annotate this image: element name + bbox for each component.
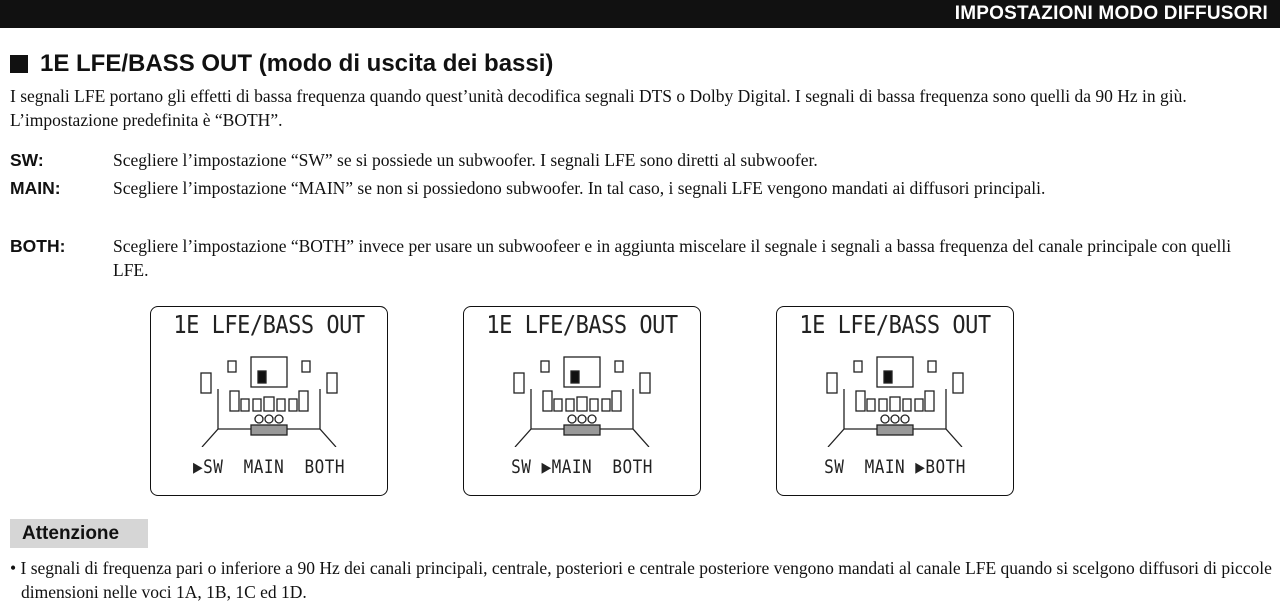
- attention-label: Attenzione: [10, 519, 148, 548]
- speaker-layout-diagram: [824, 349, 966, 447]
- display-panel-both: [776, 306, 1014, 496]
- definition-main: [10, 176, 1270, 200]
- display-title: 1E LFE/BASS OUT: [799, 311, 991, 340]
- definition-sw: [10, 148, 1270, 172]
- definition-term: MAIN:: [10, 178, 61, 198]
- speaker-layout-diagram: [511, 349, 653, 447]
- definition-term: BOTH:: [10, 236, 66, 256]
- display-options: ▶SW MAIN BOTH: [193, 455, 345, 478]
- definition-text: Scegliere l’impostazione “BOTH” invece per usare un subwoofeer e in aggiunta miscelare il segnale i segnali a bassa frequenza del canale principale con quelli LFE.: [113, 236, 1232, 280]
- display-panel-sw: [150, 306, 388, 496]
- attention-text: • I segnali di frequenza pari o inferiore a 90 Hz dei canali principali, centrale, posteriori e centrale posteriore vengono mandati al canale LFE quando si scelgono diffusori di piccole dimensioni nelle voci 1A, 1B, 1C ed 1D.: [10, 558, 1272, 602]
- definition-term: SW:: [10, 150, 44, 170]
- display-options: SW MAIN ▶BOTH: [824, 455, 966, 478]
- header-bar: [0, 0, 1280, 28]
- page-section-title: IMPOSTAZIONI MODO DIFFUSORI: [954, 3, 1268, 24]
- section-heading: [10, 50, 553, 78]
- definition-both: [10, 234, 1270, 282]
- display-title: 1E LFE/BASS OUT: [486, 311, 678, 340]
- definition-text: Scegliere l’impostazione “MAIN” se non si possiedono subwoofer. In tal caso, i segnali LFE vengono mandati ai diffusori principali.: [113, 178, 1046, 198]
- definition-text: Scegliere l’impostazione “SW” se si possiede un subwoofer. I segnali LFE sono diretti al subwoofer.: [113, 150, 818, 170]
- display-title: 1E LFE/BASS OUT: [173, 311, 365, 340]
- square-bullet-icon: [10, 55, 28, 73]
- intro-paragraph: I segnali LFE portano gli effetti di bassa frequenza quando quest’unità decodifica segnali DTS o Dolby Digital. I segnali di bassa frequenza sono quelli da 90 Hz in giù. L’impostazione predefinita è “BOTH”.: [10, 86, 1187, 130]
- display-panel-main: [463, 306, 701, 496]
- section-heading-text: 1E LFE/BASS OUT (modo di uscita dei bassi): [40, 50, 554, 77]
- speaker-layout-diagram: [198, 349, 340, 447]
- display-options: SW ▶MAIN BOTH: [511, 455, 653, 478]
